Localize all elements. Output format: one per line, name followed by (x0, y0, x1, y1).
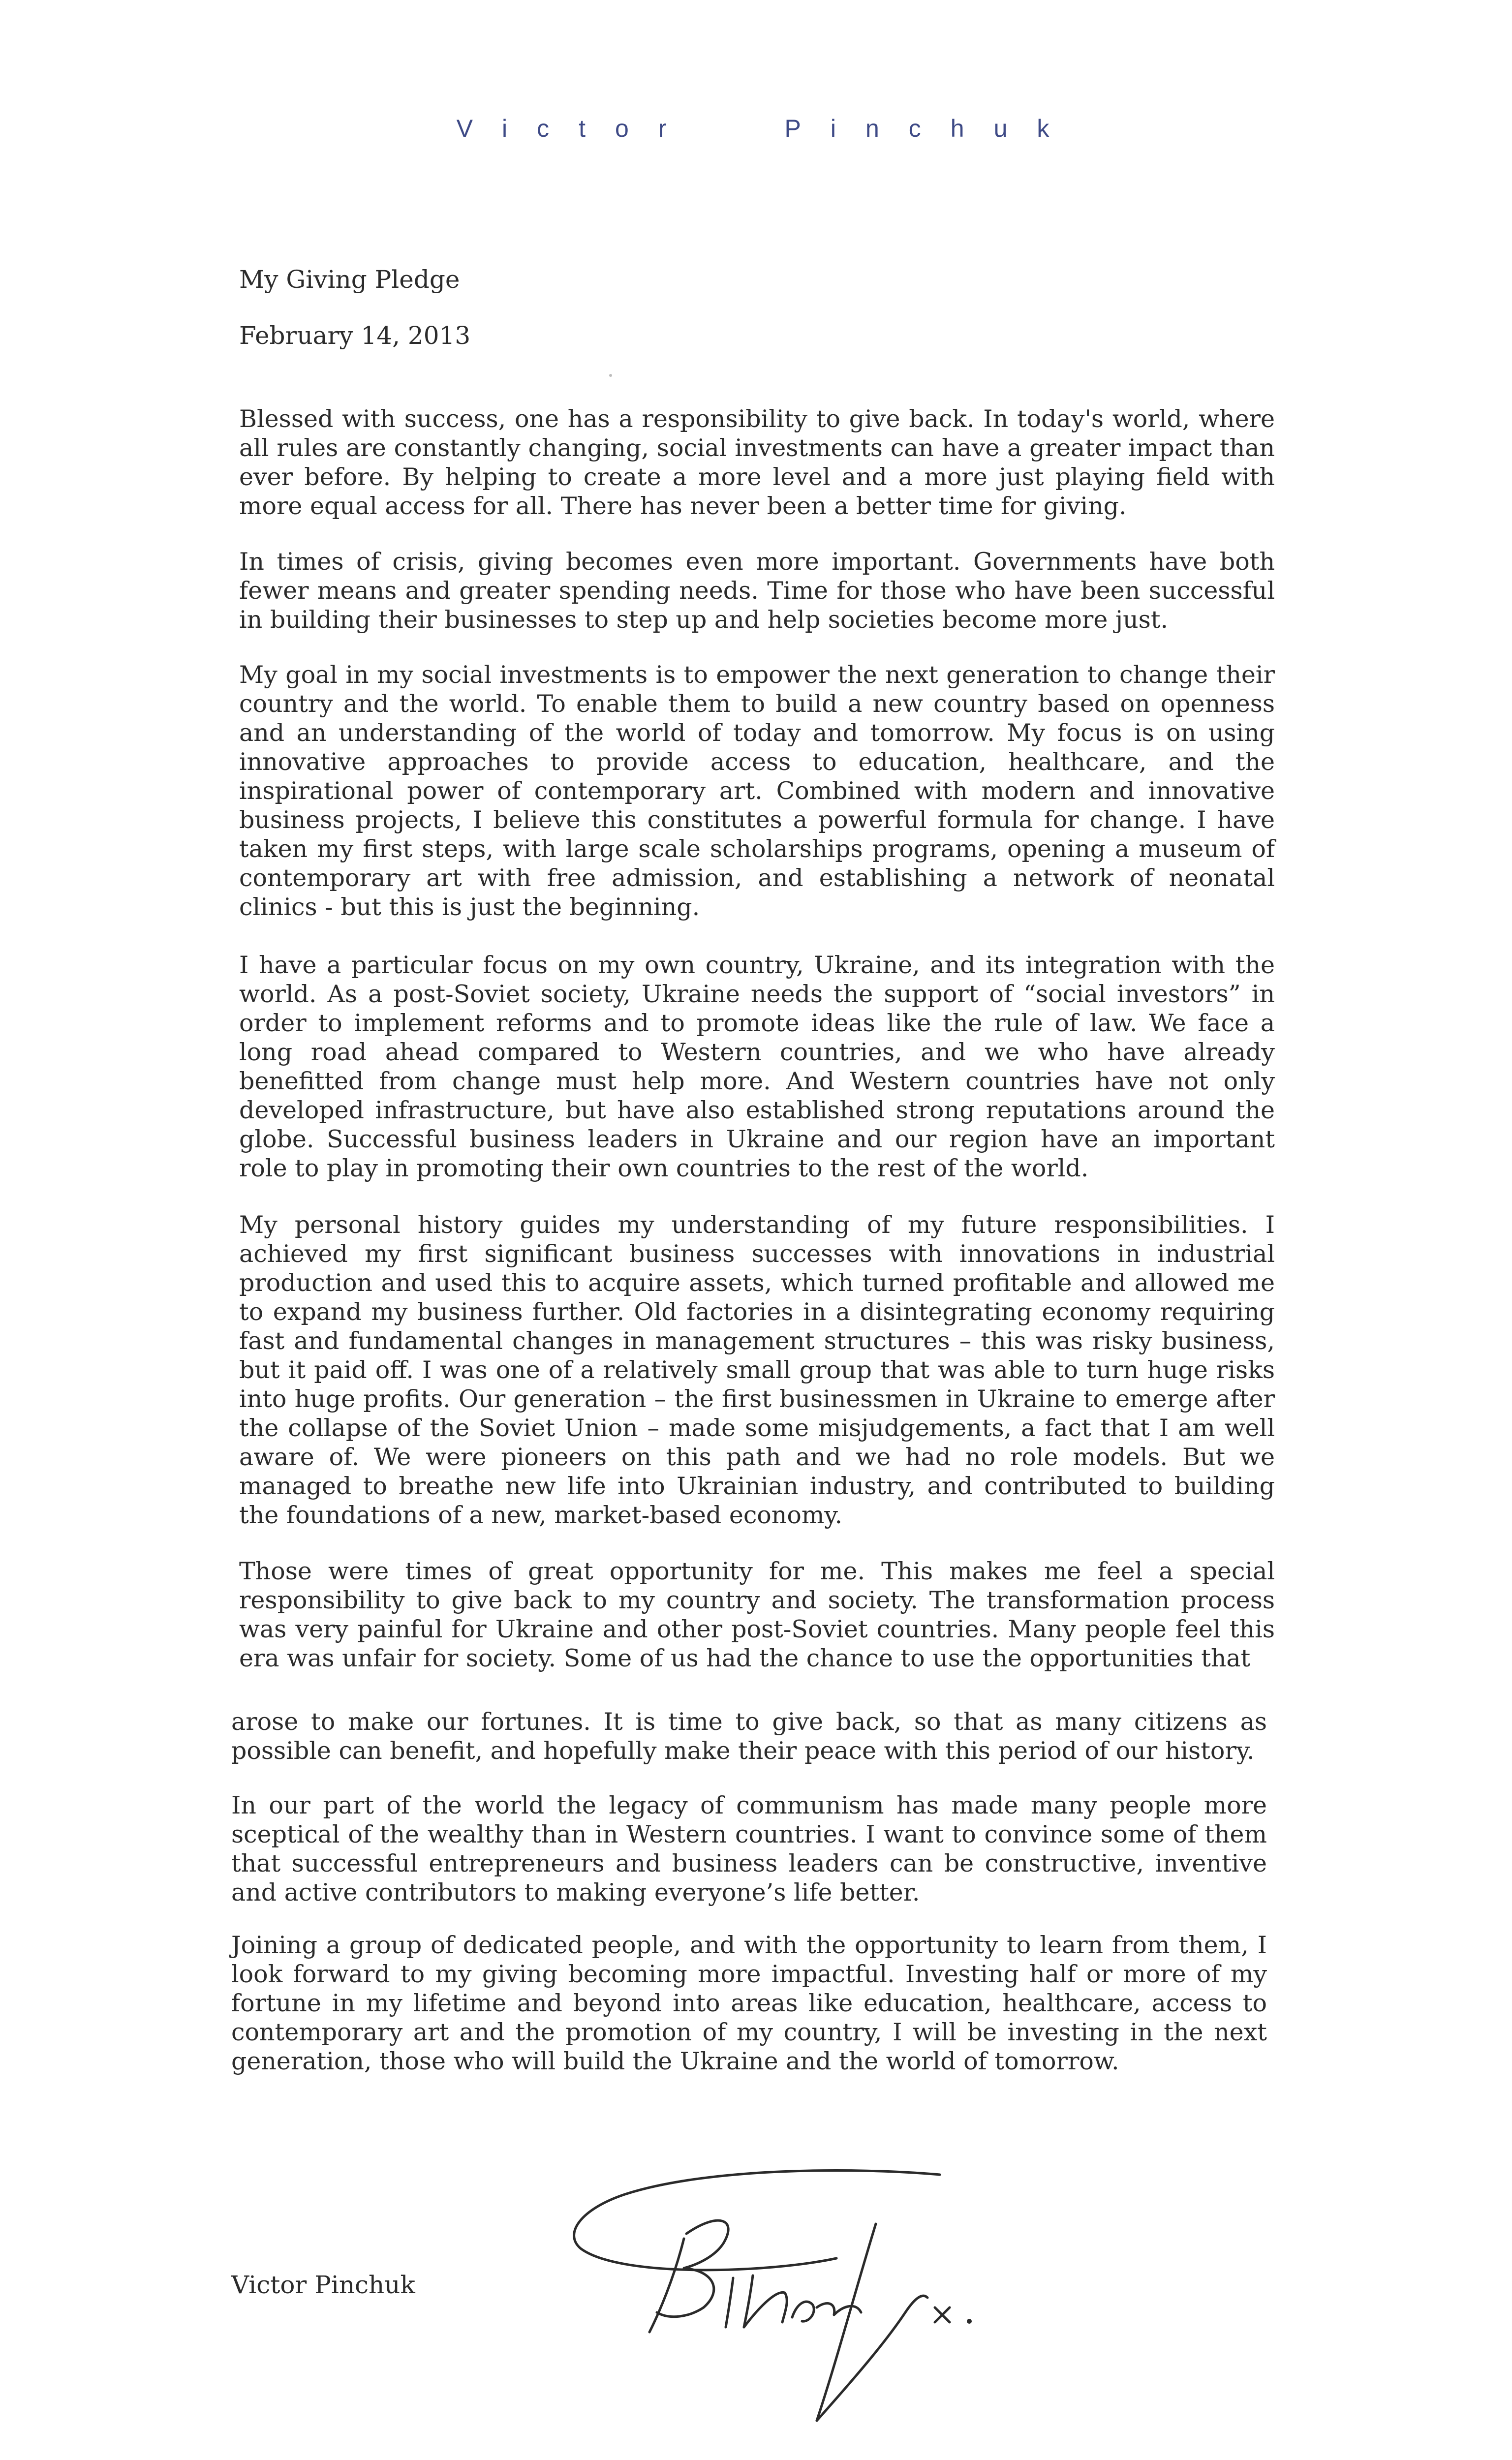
handwritten-signature (561, 2165, 1043, 2440)
letter-paragraph: Joining a group of dedicated people, and with the opportunity to learn from them, I look forward to my giving becoming more impactful. Investing half or more of my fortune in my lifetime and beyond into areas like education, healthcare, access to contemporary art and the promotion of my country, I will be investing in the next generation, those who will build the Ukraine and the world of tomorrow. (231, 1931, 1267, 2075)
letterhead (325, 114, 1210, 143)
letter-paragraph: In our part of the world the legacy of communism has made many people more sceptical of the wealthy than in Western countries. I want to convince some of them that successful entrepreneurs and business leaders can be constructive, inventive and active contributors to making everyone’s life better. (231, 1791, 1267, 1906)
letter-paragraph: arose to make our fortunes. It is time to give back, so that as many citizens as possible can benefit, and hopefully make their peace with this period of our history. (231, 1708, 1267, 1765)
letter-date: February 14, 2013 (239, 321, 471, 350)
scan-speck (609, 374, 612, 377)
letter-paragraph: My goal in my social investments is to empower the next generation to change their country and the world. To enable them to build a new country based on openness and an understanding of the world of today and tomorrow. My focus is on using innovative approaches to provide access to education, healthcare, and the inspirational power of contemporary art. Combined with modern and innovative business projects, I believe this constitutes a powerful formula for change. I have taken my first steps, with large scale scholarships programs, opening a museum of contemporary art with free admission, and establishing a network of neonatal clinics - but this is just the beginning. (239, 661, 1275, 921)
letter-paragraph: In times of crisis, giving becomes even more important. Governments have both fewer means and greater spending needs. Time for those who have been successful in building their businesses to step up and help societies become more just. (239, 548, 1275, 634)
letterhead-last-name: Pinchuk (784, 115, 1079, 142)
signer-name: Victor Pinchuk (231, 2271, 415, 2299)
letter-heading: My Giving Pledge (239, 265, 460, 294)
letterhead-first-name: Victor (456, 115, 696, 142)
letter-paragraph: My personal history guides my understanding of my future responsibilities. I achieved my first significant business successes with innovations in industrial production and used this to acquire assets, which turned profitable and allowed me to expand my business further. Old factories in a disintegrating economy requiring fast and fundamental changes in management structures – this was risky business, but it paid off. I was one of a relatively small group that was able to turn huge risks into huge profits. Our generation – the first businessmen in Ukraine to emerge after the collapse of the Soviet Union – made some misjudgements, a fact that I am well aware of. We were pioneers on this path and we had no role models. But we managed to breathe new life into Ukrainian industry, and contributed to building the foundations of a new, market-based economy. (239, 1211, 1275, 1529)
letter-paragraph: I have a particular focus on my own country, Ukraine, and its integration with the world. As a post-Soviet society, Ukraine needs the support of “social investors” in order to implement reforms and to promote ideas like the rule of law. We face a long road ahead compared to Western countries, and we who have already benefitted from change must help more. And Western countries have not only developed infrastructure, but have also established strong reputations around the globe. Successful business leaders in Ukraine and our region have an important role to play in promoting their own countries to the rest of the world. (239, 951, 1275, 1182)
letter-paragraph: Those were times of great opportunity for me. This makes me feel a special responsibility to give back to my country and society. The transformation process was very painful for Ukraine and other post-Soviet countries. Many people feel this era was unfair for society. Some of us had the chance to use the opportunities that (239, 1557, 1275, 1672)
letter-paragraph: Blessed with success, one has a responsibility to give back. In today's world, where all rules are constantly changing, social investments can have a greater impact than ever before. By helping to create a more level and a more just playing field with more equal access for all. There has never been a better time for giving. (239, 405, 1275, 520)
